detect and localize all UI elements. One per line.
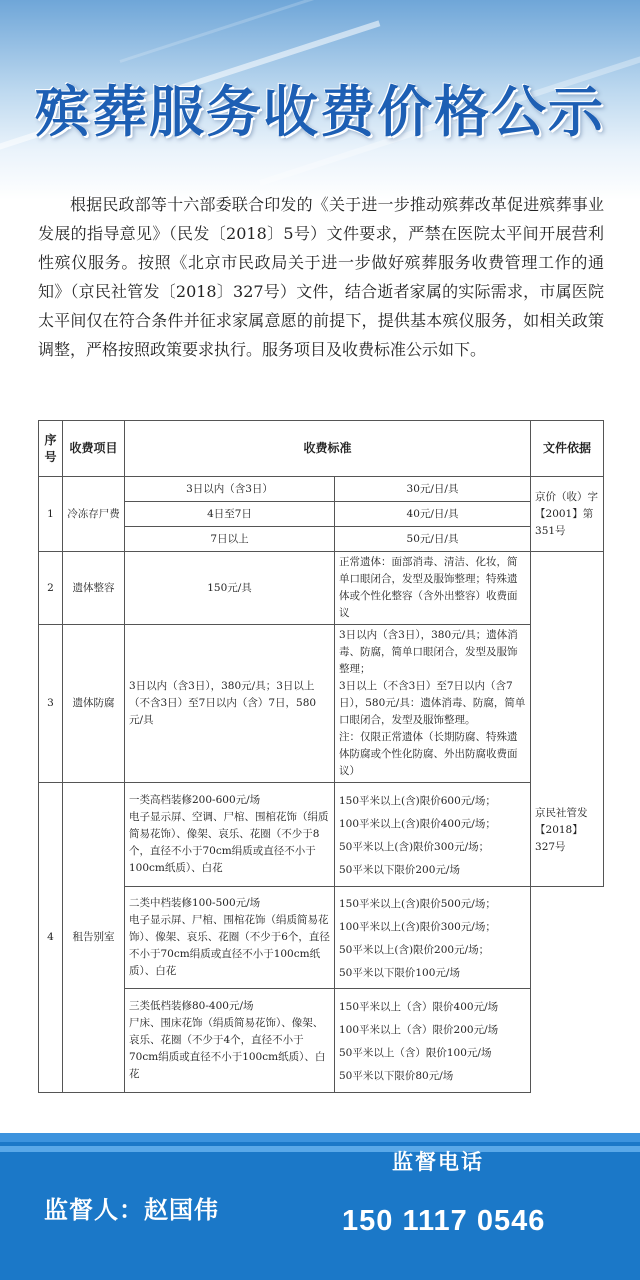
row1-range-2: 4日至7日 xyxy=(125,502,335,527)
class1-price-3: 50平米以上(含)限价300元/场； xyxy=(339,840,490,853)
table-row xyxy=(39,477,604,502)
row1-range-3: 7日以上 xyxy=(125,527,335,552)
class2-price-4: 50平米以下限价100元/场 xyxy=(339,966,460,979)
class2-title: 二类中档装修100-500元/场 xyxy=(129,897,261,909)
row3-no: 3 xyxy=(39,625,63,783)
fee-table xyxy=(38,420,604,1093)
row4-basis: 京民社管发【2018】327号 xyxy=(531,552,604,887)
class3-prices xyxy=(335,989,531,1093)
row1-price-3: 50元/日/具 xyxy=(335,527,531,552)
class2-price-1: 150平米以上(含)限价500元/场； xyxy=(339,897,496,910)
row2-item: 遗体整容 xyxy=(63,552,125,625)
class3-price-1: 150平米以上（含）限价400元/场 xyxy=(339,1000,499,1013)
header-item: 收费项目 xyxy=(63,421,125,477)
row2-no: 2 xyxy=(39,552,63,625)
row3-item: 遗体防腐 xyxy=(63,625,125,783)
footer-stripe xyxy=(0,1133,640,1142)
class3-desc: 尸床、围床花饰（绢质简易花饰）、像架、哀乐、花圈（不少于4个，直径不小于70cm绢质或直径不小于100cm纸质）、白花 xyxy=(129,1017,326,1080)
header-basis: 文件依据 xyxy=(531,421,604,477)
hotline-number[interactable]: 150 1117 0546 xyxy=(342,1205,546,1237)
class1-cell xyxy=(125,783,335,887)
row4-item: 租告别室 xyxy=(63,783,125,1093)
row3-note-a: 3日以内（含3日），380元/具；遗体消毒、防腐，简单口眼闭合，发型及服饰整理； xyxy=(339,629,518,675)
header-standard: 收费标准 xyxy=(125,421,531,477)
footer-stripe xyxy=(0,1146,640,1152)
table-header-row xyxy=(39,421,604,477)
supervisor-label: 监督人：赵国伟 xyxy=(44,1196,219,1224)
class3-cell xyxy=(125,989,335,1093)
class3-price-4: 50平米以下限价80元/场 xyxy=(339,1069,454,1082)
hotline-label: 监督电话 xyxy=(392,1150,484,1174)
row1-no: 1 xyxy=(39,477,63,552)
class1-price-1: 150平米以上(含)限价600元/场； xyxy=(339,794,496,807)
class1-prices xyxy=(335,783,531,887)
class3-price-3: 50平米以上（含）限价100元/场 xyxy=(339,1046,492,1059)
table-row xyxy=(39,625,604,783)
row3-note-c: 注：仅限正常遗体（长期防腐、特殊遗体防腐或个性化防腐、外出防腐收费面议） xyxy=(339,731,518,777)
row1-item: 冷冻存尸费 xyxy=(63,477,125,552)
class1-desc: 电子显示屏、空调、尸棺、围棺花饰（绢质简易花饰）、像架、哀乐、花圈（不少于8个，直径不小于70cm绢质或直径不小于100cm纸质）、白花 xyxy=(129,811,329,874)
light-streak xyxy=(120,0,615,63)
row3-price: 3日以内（含3日），380元/具；3日以上（不含3日）至7日以内（含）7日，580元/具 xyxy=(125,625,335,783)
class2-price-3: 50平米以上(含)限价200元/场； xyxy=(339,943,490,956)
intro-paragraph: 根据民政部等十六部委联合印发的《关于进一步推动殡葬改革促进殡葬事业发展的指导意见》（民发〔2018〕5号）文件要求，严禁在医院太平间开展营利性殡仪服务。按照《北京市民政局关于进一步做好殡葬服务收费管理工作的通知》（京民社管发〔2018〕327号）文件，结合逝者家属的实际需求，市属医院太平间仅在符合条件并征求家属意愿的前提下，提供基本殡仪服务，如相关政策调整，严格按照政策要求执行。服务项目及收费标准公示如下。 xyxy=(38,195,604,359)
class1-title: 一类高档装修200-600元/场 xyxy=(129,794,261,806)
table-row xyxy=(39,552,604,625)
row3-notes xyxy=(335,625,531,783)
header-no: 序号 xyxy=(39,421,63,477)
table-row xyxy=(39,783,604,887)
row1-price-2: 40元/日/具 xyxy=(335,502,531,527)
row1-range-1: 3日以内（含3日） xyxy=(125,477,335,502)
class1-price-2: 100平米以上(含)限价400元/场； xyxy=(339,817,496,830)
class3-price-2: 100平米以上（含）限价200元/场 xyxy=(339,1023,499,1036)
row4-no: 4 xyxy=(39,783,63,1093)
page-title: 殡葬服务收费价格公示 xyxy=(34,80,605,144)
row3-note-b: 3日以上（不含3日）至7日以内（含7日），580元/具：遗体消毒、防腐，简单口眼闭合，发型及服饰整理。 xyxy=(339,680,526,726)
class3-title: 三类低档装修80-400元/场 xyxy=(129,1000,254,1012)
class2-price-2: 100平米以上(含)限价300元/场； xyxy=(339,920,496,933)
row2-price: 150元/具 xyxy=(125,552,335,625)
class2-desc: 电子显示屏、尸棺、围棺花饰（绢质简易花饰）、像架、哀乐、花圈（不少于6个，直径不小于70cm绢质或直径不小于100cm纸质）、白花 xyxy=(129,914,330,977)
row2-note: 正常遗体：面部消毒、清洁、化妆，简单口眼闭合，发型及服饰整理；特殊遗体或个性化整容（含外出整容）收费面议 xyxy=(335,552,531,625)
class2-prices xyxy=(335,887,531,989)
row1-price-1: 30元/日/具 xyxy=(335,477,531,502)
row1-basis: 京价（收）字【2001】第351号 xyxy=(531,477,604,552)
class2-cell xyxy=(125,887,335,989)
class1-price-4: 50平米以下限价200元/场 xyxy=(339,863,460,876)
